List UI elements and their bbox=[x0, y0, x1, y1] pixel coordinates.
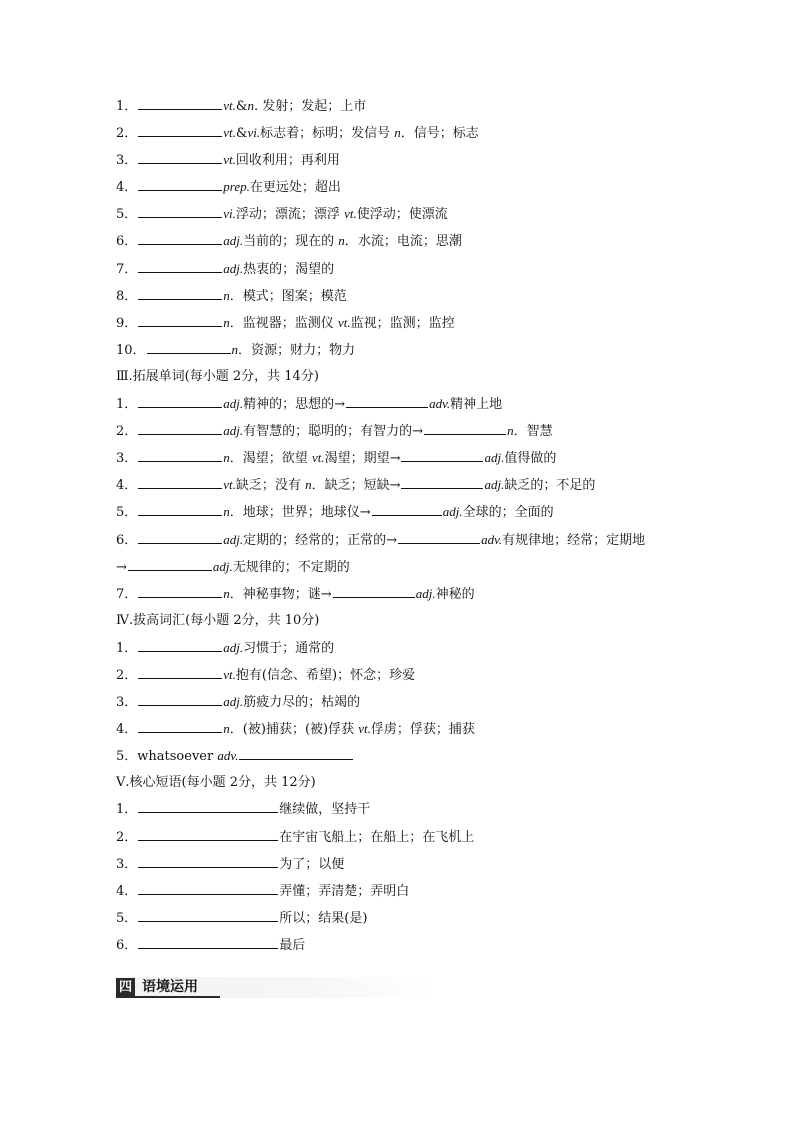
item-number: 8． bbox=[116, 288, 138, 304]
part-of-speech: n bbox=[394, 125, 401, 141]
item-number: 3． bbox=[116, 451, 138, 467]
answer-blank[interactable] bbox=[401, 475, 483, 489]
part-of-speech: vt. bbox=[344, 206, 357, 222]
meaning: 智慧 bbox=[526, 424, 553, 440]
vocab-item-continuation bbox=[116, 553, 716, 580]
meaning: 监视；监测；监控 bbox=[350, 315, 455, 331]
item-number: 1． bbox=[116, 99, 138, 114]
meaning: 有智慧的；聪明的；有智力的→ bbox=[243, 424, 424, 440]
answer-blank[interactable] bbox=[138, 719, 222, 733]
pos-dot: ． bbox=[311, 478, 325, 494]
vocab-item bbox=[116, 661, 716, 688]
pos-dot: ． bbox=[344, 234, 358, 250]
part-of-speech: n bbox=[507, 423, 514, 439]
meaning: 精神上地 bbox=[450, 397, 503, 413]
answer-blank[interactable] bbox=[333, 584, 415, 598]
part-of-speech: n bbox=[223, 585, 230, 601]
meaning: 模式；图案；模范 bbox=[242, 288, 347, 304]
part-of-speech: adv. bbox=[429, 396, 451, 412]
meaning: 最后 bbox=[279, 937, 306, 953]
item-number: 2． bbox=[116, 829, 138, 845]
item-number: 6． bbox=[116, 937, 138, 953]
meaning: 习惯于；通常的 bbox=[243, 640, 335, 656]
answer-blank[interactable] bbox=[138, 177, 222, 191]
answer-blank[interactable] bbox=[346, 394, 428, 408]
meaning: 弄懂；弄清楚；弄明白 bbox=[279, 883, 410, 899]
pos-dot: ． bbox=[513, 424, 527, 440]
meaning: 水流；电流；思潮 bbox=[357, 234, 462, 250]
vocab-item bbox=[116, 173, 716, 200]
item-number: 4． bbox=[116, 478, 138, 494]
vocab-item bbox=[116, 444, 716, 471]
pos-dot: ． bbox=[229, 722, 243, 738]
meaning: 继续做，坚持干 bbox=[279, 802, 371, 818]
part-of-speech: adj. bbox=[212, 558, 233, 574]
answer-blank[interactable] bbox=[424, 421, 506, 435]
meaning: 无规律的；不定期的 bbox=[232, 559, 350, 575]
meaning: 缺乏的；不足的 bbox=[504, 478, 596, 494]
meaning: 当前的；现在的 bbox=[243, 234, 339, 250]
part-of-speech: vt. bbox=[223, 98, 236, 113]
part-of-speech: n bbox=[223, 504, 230, 520]
worksheet bbox=[116, 92, 716, 959]
phrase-item bbox=[116, 905, 716, 932]
answer-blank[interactable] bbox=[138, 799, 278, 813]
answer-blank[interactable] bbox=[138, 286, 222, 300]
meaning: 在更远处；超出 bbox=[249, 180, 341, 196]
section-number-badge: 四 bbox=[116, 978, 135, 997]
vocab-item bbox=[116, 742, 716, 769]
item-number: 3． bbox=[116, 856, 138, 872]
answer-blank[interactable] bbox=[138, 827, 278, 841]
answer-blank[interactable] bbox=[138, 231, 222, 245]
item-number: 5． bbox=[116, 207, 138, 223]
part-of-speech: vt. bbox=[223, 666, 236, 682]
part-of-speech: n bbox=[247, 98, 254, 113]
answer-blank[interactable] bbox=[398, 530, 480, 544]
item-number: 4． bbox=[116, 722, 138, 738]
vocab-item bbox=[116, 200, 716, 227]
item-number: 7． bbox=[116, 586, 138, 602]
part-of-speech: vt. bbox=[223, 152, 236, 168]
part-of-speech: adj. bbox=[223, 639, 244, 655]
meaning: 所以；结果(是) bbox=[279, 910, 368, 926]
item-number: 6． bbox=[116, 532, 138, 548]
part-of-speech: vt. bbox=[358, 721, 371, 737]
item-number: 10． bbox=[116, 342, 146, 358]
meaning: 缺乏；没有 bbox=[235, 478, 306, 494]
meaning: (被)捕获；(被)俘获 bbox=[242, 722, 359, 738]
item-number: 3． bbox=[116, 153, 138, 169]
item-number: 4． bbox=[116, 180, 138, 196]
part-of-speech: adj. bbox=[484, 450, 505, 466]
ampersand: & bbox=[235, 126, 248, 142]
meaning: 在宇宙飞船上；在船上；在飞机上 bbox=[279, 829, 475, 845]
answer-blank[interactable] bbox=[138, 638, 222, 652]
answer-blank[interactable] bbox=[138, 530, 222, 544]
answer-blank[interactable] bbox=[138, 394, 222, 408]
part-of-speech: adj. bbox=[223, 531, 244, 547]
answer-blank[interactable] bbox=[138, 259, 222, 273]
part-of-speech: adj. bbox=[223, 260, 244, 276]
pos-dot: ． bbox=[400, 126, 414, 142]
item-number: 2． bbox=[116, 126, 138, 142]
item-number: 1． bbox=[116, 640, 138, 656]
part-of-speech: adj. bbox=[415, 585, 436, 601]
meaning: 浮动；漂流；漂浮 bbox=[235, 207, 345, 223]
vocab-item bbox=[116, 255, 716, 282]
section-title: Ⅴ.核心短语(每小题 2分，共 12分) bbox=[116, 775, 316, 791]
item-number: 5． bbox=[116, 505, 138, 521]
vocab-item bbox=[116, 227, 716, 254]
meaning: 信号；标志 bbox=[413, 126, 479, 142]
answer-blank[interactable] bbox=[239, 746, 353, 760]
part-of-speech: n bbox=[223, 721, 230, 737]
vocab-item bbox=[116, 471, 716, 498]
vocab-item bbox=[116, 580, 716, 607]
vocab-item bbox=[116, 526, 716, 553]
section-title: Ⅲ.拓展单词(每小题 2分，共 14分) bbox=[116, 368, 319, 384]
part-of-speech: vi. bbox=[223, 206, 236, 222]
answer-blank[interactable] bbox=[138, 692, 222, 706]
answer-blank[interactable] bbox=[372, 502, 442, 516]
item-number: 5． bbox=[116, 749, 138, 765]
part-of-speech: adj. bbox=[223, 694, 244, 710]
item-number: 6． bbox=[116, 234, 138, 250]
arrow-icon: → bbox=[116, 559, 127, 575]
meaning: 渴望；欲望 bbox=[242, 451, 312, 467]
part-of-speech: adj. bbox=[442, 504, 463, 520]
answer-blank[interactable] bbox=[138, 854, 278, 868]
meaning: 监视器；监测仪 bbox=[242, 315, 338, 331]
meaning: 抱有(信念、希望)；怀念；珍爱 bbox=[235, 667, 416, 683]
item-number: 1． bbox=[116, 397, 138, 413]
vocab-item bbox=[116, 417, 716, 444]
pos-dot: ． bbox=[229, 586, 243, 602]
meaning: 发射；发起；上市 bbox=[262, 99, 367, 114]
phrase-item bbox=[116, 878, 716, 905]
part-of-speech: adj. bbox=[484, 477, 505, 493]
answer-blank[interactable] bbox=[138, 935, 278, 949]
part-of-speech: n bbox=[223, 314, 230, 330]
part-of-speech: adv. bbox=[217, 748, 239, 764]
meaning: 渴望；期望→ bbox=[324, 451, 401, 467]
meaning: 定期的；经常的；正常的→ bbox=[243, 532, 398, 548]
pos-dot: ． bbox=[229, 451, 243, 467]
pos-dot: . bbox=[254, 99, 263, 114]
part-of-speech: n bbox=[338, 233, 345, 249]
pos-dot: ． bbox=[238, 342, 252, 358]
vocab-item bbox=[116, 146, 716, 173]
phrase-item bbox=[116, 851, 716, 878]
part-of-speech: prep. bbox=[223, 179, 250, 195]
pos-dot: ． bbox=[229, 505, 243, 521]
answer-blank[interactable] bbox=[138, 204, 222, 218]
vocab-item bbox=[116, 336, 716, 363]
part-of-speech: n bbox=[305, 477, 312, 493]
meaning: 筋疲力尽的；枯竭的 bbox=[243, 695, 361, 711]
item-number: 5． bbox=[116, 910, 138, 926]
meaning: 回收利用；再利用 bbox=[235, 153, 340, 169]
ampersand: & bbox=[235, 99, 248, 114]
phrase-item bbox=[116, 824, 716, 851]
answer-blank[interactable] bbox=[138, 150, 222, 164]
meaning: 热衷的；渴望的 bbox=[243, 261, 335, 277]
answer-blank[interactable] bbox=[138, 665, 222, 679]
part-of-speech: adj. bbox=[223, 396, 244, 412]
phrase-item bbox=[116, 932, 716, 959]
meaning: 缺乏；短缺→ bbox=[324, 478, 401, 494]
answer-blank[interactable] bbox=[138, 448, 222, 462]
part-of-speech: vt. bbox=[223, 125, 236, 141]
part-of-speech: adv. bbox=[481, 531, 503, 547]
vocab-item bbox=[116, 92, 716, 119]
vocab-item bbox=[116, 119, 716, 146]
section-title: Ⅳ.拔高词汇(每小题 2分，共 10分) bbox=[116, 612, 320, 628]
meaning: 精神的；思想的→ bbox=[243, 397, 346, 413]
vocab-item bbox=[116, 634, 716, 661]
meaning: 地球；世界；地球仪→ bbox=[242, 505, 371, 521]
item-number: 9． bbox=[116, 315, 138, 331]
part-of-speech: vt. bbox=[311, 450, 325, 466]
meaning: 标志着；标明；发信号 bbox=[260, 126, 395, 142]
meaning: 神秘事物；谜→ bbox=[242, 586, 332, 602]
answer-blank[interactable] bbox=[138, 313, 222, 327]
divider bbox=[116, 996, 220, 998]
answer-blank[interactable] bbox=[138, 475, 222, 489]
section-header-title: 语境运用 bbox=[142, 979, 198, 995]
answer-blank[interactable] bbox=[401, 448, 483, 462]
meaning: 有规律地；经常；定期地 bbox=[502, 532, 646, 548]
pos-dot: ． bbox=[229, 315, 243, 331]
vocab-item bbox=[116, 688, 716, 715]
answer-blank[interactable] bbox=[147, 340, 231, 354]
part-of-speech: vt. bbox=[223, 477, 236, 493]
answer-blank[interactable] bbox=[128, 557, 212, 571]
section-header-context-usage bbox=[116, 977, 432, 998]
pos-dot: ． bbox=[229, 288, 243, 304]
meaning: 资源；财力；物力 bbox=[251, 342, 356, 358]
answer-blank[interactable] bbox=[138, 908, 278, 922]
answer-blank[interactable] bbox=[138, 881, 278, 895]
answer-blank[interactable] bbox=[138, 96, 222, 110]
meaning: 全球的；全面的 bbox=[462, 505, 554, 521]
part-of-speech: adj. bbox=[223, 423, 244, 439]
part-of-speech: vi. bbox=[247, 125, 261, 141]
item-number: 2． bbox=[116, 667, 138, 683]
meaning: 为了；以便 bbox=[279, 856, 345, 872]
vocab-item bbox=[116, 390, 716, 417]
item-number: 2． bbox=[116, 424, 138, 440]
phrase-item bbox=[116, 796, 716, 823]
given-word: whatsoever bbox=[137, 749, 218, 765]
item-number: 3． bbox=[116, 695, 138, 711]
answer-blank[interactable] bbox=[138, 502, 222, 516]
part-of-speech: n bbox=[223, 450, 230, 466]
meaning: 俘虏；俘获；捕获 bbox=[370, 722, 475, 738]
vocab-item bbox=[116, 282, 716, 309]
meaning: 值得做的 bbox=[504, 451, 557, 467]
answer-blank[interactable] bbox=[138, 123, 222, 137]
vocab-item bbox=[116, 309, 716, 336]
item-number: 7． bbox=[116, 261, 138, 277]
meaning: 使浮动；使漂流 bbox=[356, 207, 448, 223]
part-of-speech: n bbox=[223, 287, 230, 303]
answer-blank[interactable] bbox=[138, 421, 222, 435]
vocab-item bbox=[116, 498, 716, 525]
part-of-speech: n bbox=[231, 341, 239, 357]
vocab-item bbox=[116, 715, 716, 742]
part-of-speech: vt. bbox=[337, 314, 351, 330]
part-of-speech: adj. bbox=[223, 233, 244, 249]
answer-blank[interactable] bbox=[138, 584, 222, 598]
item-number: 4． bbox=[116, 883, 138, 899]
meaning: 神秘的 bbox=[435, 586, 475, 602]
item-number: 1． bbox=[116, 802, 138, 818]
